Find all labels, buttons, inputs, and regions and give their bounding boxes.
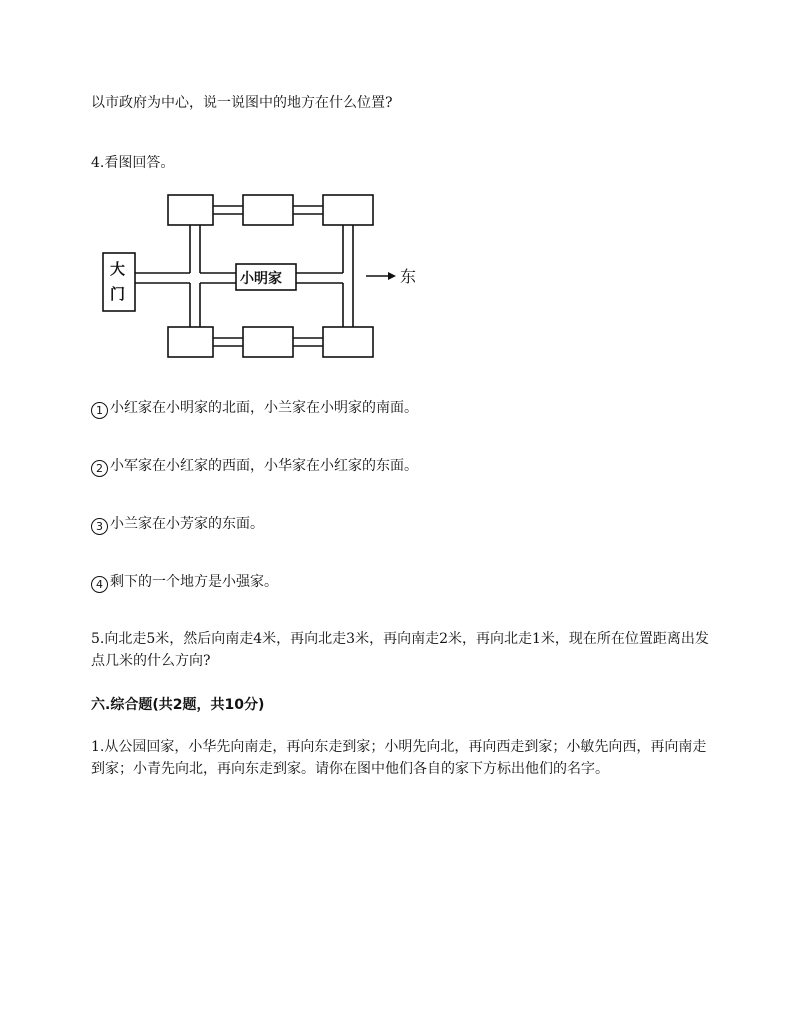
section-6-title: 六.综合题(共2题，共10分) xyxy=(91,697,265,713)
block-top-left xyxy=(168,195,213,225)
question-5: 5.向北走5米，然后向南走4米，再向北走3米，再向南走2米，再向北走1米，现在所在位置距离出发点几米的什么方向? xyxy=(91,631,709,669)
gate-label-top: 大 xyxy=(110,260,126,278)
statement-2-number: 2 xyxy=(91,460,108,477)
statement-1-text: 小红家在小明家的北面，小兰家在小明家的南面。 xyxy=(110,400,418,416)
map-diagram xyxy=(98,190,428,365)
block-bottom-right xyxy=(323,327,373,357)
block-top-middle xyxy=(243,195,293,225)
statement-4-text: 剩下的一个地方是小强家。 xyxy=(110,574,278,590)
center-house-label: 小明家 xyxy=(240,271,282,287)
intro-line: 以市政府为中心，说一说图中的地方在什么位置? xyxy=(91,95,393,111)
statement-2 xyxy=(91,455,418,477)
east-arrow-head xyxy=(388,272,396,280)
statement-3-text: 小兰家在小芳家的东面。 xyxy=(110,516,264,532)
question-4-title: 4.看图回答。 xyxy=(91,155,175,171)
block-bottom-middle xyxy=(243,327,293,357)
statement-4 xyxy=(91,571,278,593)
east-label: 东 xyxy=(400,267,417,286)
block-top-right xyxy=(323,195,373,225)
statement-2-text: 小军家在小红家的西面，小华家在小红家的东面。 xyxy=(110,458,418,474)
statement-3 xyxy=(91,513,264,535)
statement-1 xyxy=(91,397,418,419)
gate-label-bottom: 门 xyxy=(110,285,126,303)
statement-3-number: 3 xyxy=(91,518,108,535)
question-6-1: 1.从公园回家，小华先向南走，再向东走到家；小明先向北，再向西走到家；小敏先向西，再向南走到家；小青先向北，再向东走到家。请你在图中他们各自的家下方标出他们的名字。 xyxy=(91,739,707,777)
statement-1-number: 1 xyxy=(91,402,108,419)
statement-4-number: 4 xyxy=(91,576,108,593)
block-bottom-left xyxy=(168,327,213,357)
